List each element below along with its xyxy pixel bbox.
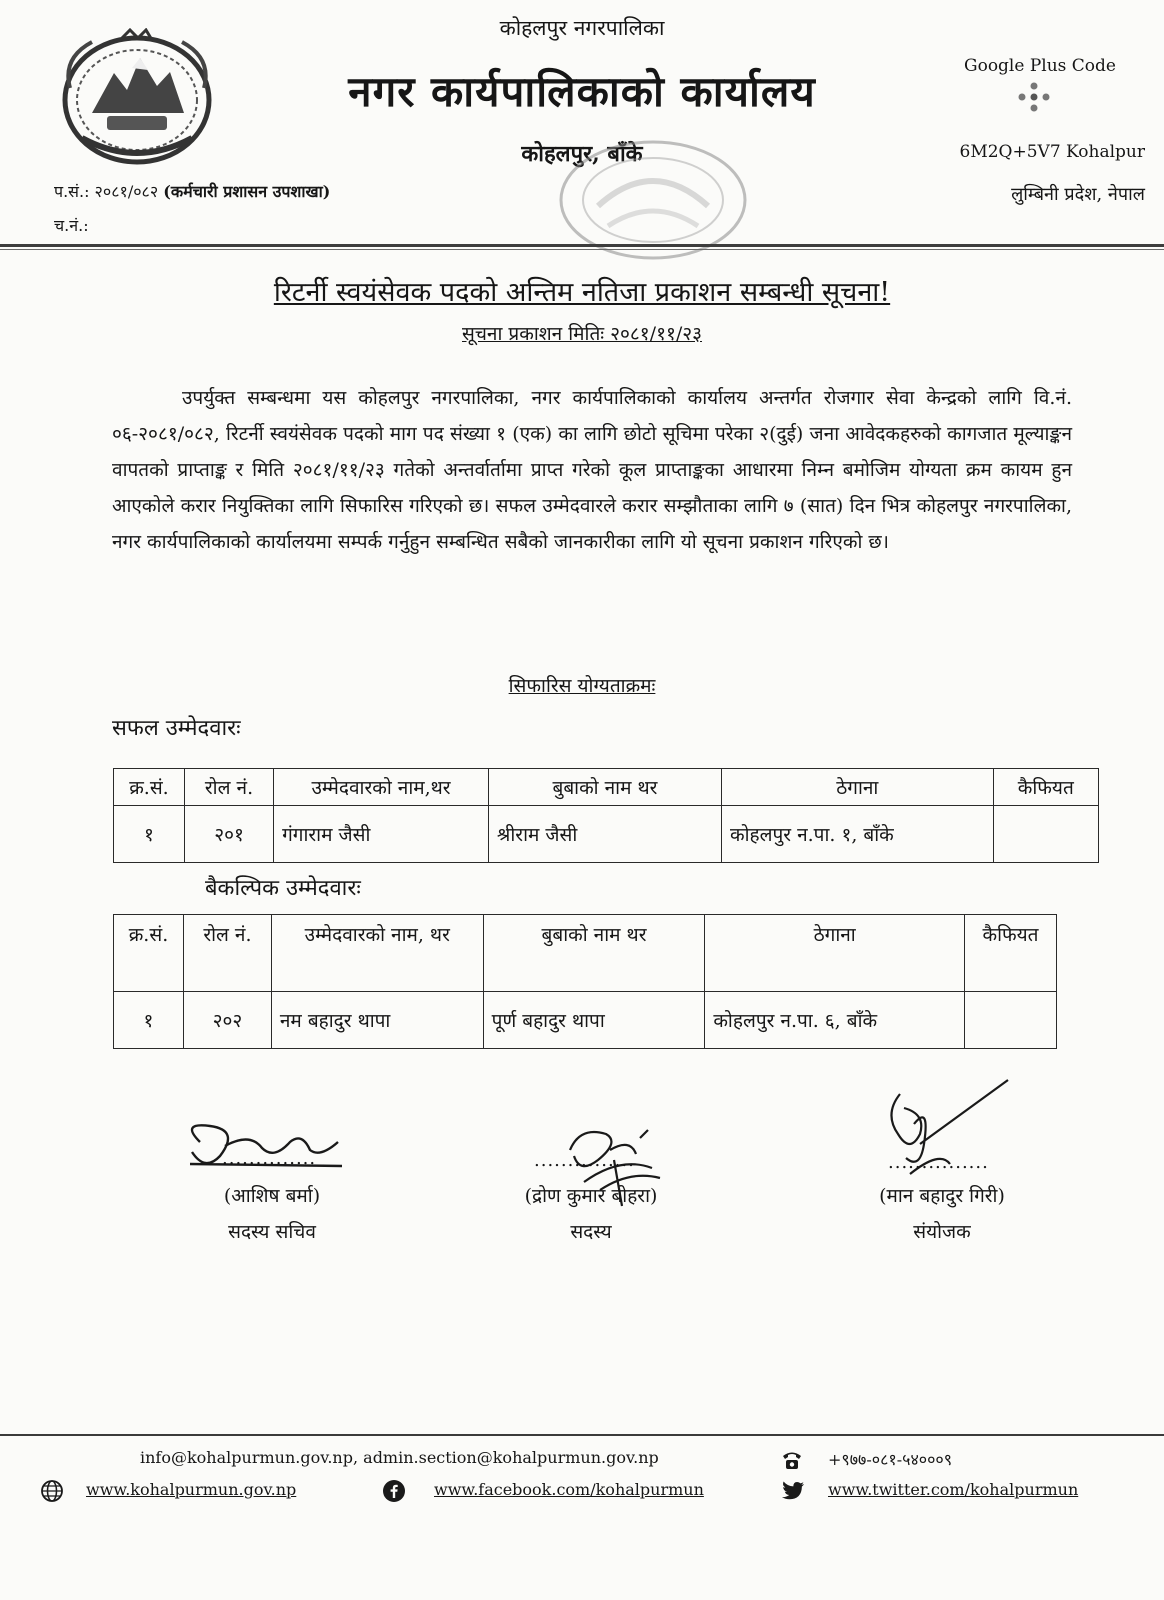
ref-section: (कर्मचारी प्रशासन उपशाखा): [163, 182, 331, 201]
signatory-name: (आशिष बर्मा): [223, 1185, 321, 1207]
footer-emails[interactable]: info@kohalpurmun.gov.np, admin.section@kohalpurmun.gov.np: [140, 1448, 659, 1467]
signature-line: ...............: [534, 1150, 635, 1171]
office-place: कोहलपुर, बाँके: [521, 141, 643, 167]
footer-divider: [0, 1434, 1164, 1436]
facebook-link[interactable]: www.facebook.com/kohalpurmun: [434, 1480, 704, 1499]
table-row: [114, 992, 1057, 1049]
twitter-link[interactable]: www.twitter.com/kohalpurmun: [828, 1480, 1079, 1499]
column-header: क्र.सं.: [114, 769, 185, 806]
signatory-name: (मान बहादुर गिरी): [879, 1185, 1005, 1207]
dispatch-number: च.नं.:: [54, 216, 89, 235]
column-header: कैफियत: [965, 915, 1057, 992]
notice-title: रिटर्नी स्वयंसेवक पदको अन्तिम नतिजा प्रकाशन सम्बन्धी सूचना!: [273, 277, 891, 308]
roll-cell: २०१: [184, 806, 273, 863]
roll-cell: २०२: [183, 992, 271, 1049]
reference-number: [54, 180, 330, 202]
father-name-cell: पूर्ण बहादुर थापा: [483, 992, 705, 1049]
plus-code-dots-icon: [1009, 82, 1059, 112]
header-divider-thin: [0, 249, 1164, 250]
column-header: रोल नं.: [184, 769, 273, 806]
notice-date: सूचना प्रकाशन मितिः २०८१/११/२३: [462, 323, 702, 345]
municipality-name: कोहलपुर नगरपालिका: [499, 16, 665, 40]
column-header: बुबाको नाम थर: [483, 915, 705, 992]
footer-phone[interactable]: +९७७-०८१-५४०००९: [828, 1450, 953, 1469]
table-row: [114, 806, 1099, 863]
column-header: ठेगाना: [705, 915, 965, 992]
column-header: ठेगाना: [721, 769, 993, 806]
ref-number: प.सं.: २०८१/०८२: [54, 182, 159, 201]
notice-body: उपर्युक्त सम्बन्धमा यस कोहलपुर नगरपालिका, नगर कार्यपालिकाको कार्यालय अन्तर्गत रोजगार सेवा केन्द्रको लागि वि.नं. ०६-२०८१/०८२, रिटर्नी स्वयंसेवक पदको माग पद संख्या १ (एक) का लागि छोटो सूचिमा परेका २(दुई) जना आवेदकहरुको कागजात मूल्याङ्कन वापतको प्राप्ताङ्क र मिति २०८१/११/२३ गतेको अन्तर्वार्तामा प्राप्त गरेको कूल प्राप्ताङ्कका आधारमा निम्न बमोजिम योग्यता क्रम कायम हुन आएकोले करार नियुक्तिका लागि सिफारिस गरिएको छ। सफल उम्मेदवारले करार सम्झौताका लागि ७ (सात) दिन भित्र कोहलपुर नगरपालिका, नगर कार्यपालिकाको कार्यालयमा सम्पर्क गर्नुहुन सम्बन्धित सबैको जानकारीका लागि यो सूचना प्रकाशन गरिएको छ।: [112, 387, 1072, 553]
table-header-row: [114, 769, 1099, 806]
signature-mark: [880, 1074, 1020, 1194]
alternate-candidates-table: [113, 914, 1057, 1049]
address-cell: कोहलपुर न.पा. ६, बाँके: [705, 992, 965, 1049]
column-header: रोल नं.: [183, 915, 271, 992]
column-header: बुबाको नाम थर: [488, 769, 721, 806]
column-header: उम्मेदवारको नाम,थर: [274, 769, 489, 806]
serial-cell: १: [114, 806, 185, 863]
globe-icon: [40, 1479, 64, 1503]
remarks-cell: [993, 806, 1098, 863]
signatory-role: सदस्य सचिव: [228, 1221, 316, 1243]
google-plus-code-label: Google Plus Code: [964, 56, 1116, 76]
recommendation-heading: सिफारिस योग्यताक्रमः: [508, 675, 656, 697]
signature-mark: [170, 1112, 350, 1182]
facebook-icon: [382, 1479, 406, 1503]
website-link[interactable]: www.kohalpurmun.gov.np: [86, 1480, 297, 1499]
remarks-cell: [965, 992, 1057, 1049]
signatory-role: संयोजक: [913, 1221, 971, 1243]
column-header: उम्मेदवारको नाम, थर: [271, 915, 483, 992]
alternate-candidates-heading: बैकल्पिक उम्मेदवारः: [205, 876, 361, 901]
candidate-name-cell: नम बहादुर थापा: [271, 992, 483, 1049]
header-divider: [0, 244, 1164, 247]
column-header: कैफियत: [993, 769, 1098, 806]
twitter-bird-icon: [780, 1479, 806, 1503]
telephone-icon: [780, 1448, 804, 1472]
successful-candidates-heading: सफल उम्मेदवारः: [112, 716, 241, 741]
signature-line: ...............: [888, 1152, 989, 1173]
serial-cell: १: [114, 992, 184, 1049]
candidate-name-cell: गंगाराम जैसी: [274, 806, 489, 863]
address-cell: कोहलपुर न.पा. १, बाँके: [721, 806, 993, 863]
plus-code: 6M2Q+5V7 Kohalpur: [959, 142, 1145, 162]
signatory-role: सदस्य: [570, 1221, 612, 1243]
successful-candidates-table: [113, 768, 1099, 863]
signature-line: ..............: [222, 1148, 317, 1169]
father-name-cell: श्रीराम जैसी: [488, 806, 721, 863]
office-title: नगर कार्यपालिकाको कार्यालय: [348, 67, 816, 116]
province-name: लुम्बिनी प्रदेश, नेपाल: [1011, 184, 1145, 205]
table-header-row: [114, 915, 1057, 992]
signatory-name: (द्रोण कुमार बोहरा): [524, 1185, 658, 1207]
column-header: क्र.सं.: [114, 915, 184, 992]
